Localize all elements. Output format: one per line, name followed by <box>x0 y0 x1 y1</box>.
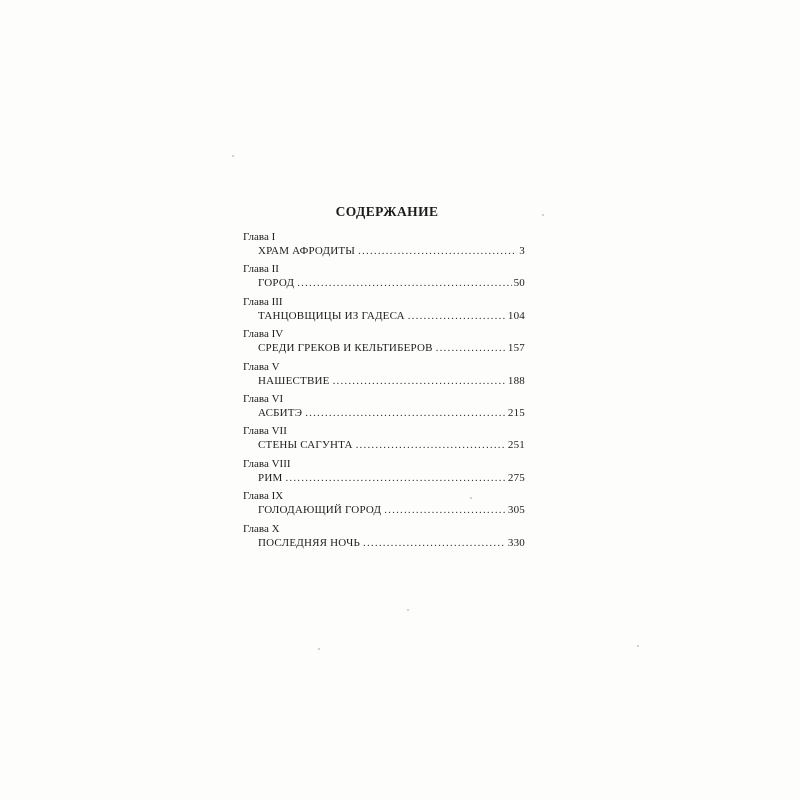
chapter-title: СРЕДИ ГРЕКОВ И КЕЛЬТИБЕРОВ <box>258 342 433 355</box>
page-number: 251 <box>507 439 525 452</box>
chapter-line <box>243 471 525 486</box>
chapter-title: ТАНЦОВЩИЦЫ ИЗ ГАДЕСА <box>258 309 405 322</box>
chapter-line <box>243 244 525 259</box>
chapter-label: Глава IV <box>243 328 284 341</box>
toc-entry <box>243 328 525 360</box>
toc-entry <box>243 296 525 328</box>
toc-entry <box>243 490 525 522</box>
chapter-line <box>243 503 525 518</box>
chapter-title: ПОСЛЕДНЯЯ НОЧЬ <box>258 536 361 549</box>
toc-entry <box>243 263 525 295</box>
page-number: 50 <box>513 277 525 290</box>
page-number: 3 <box>519 245 525 257</box>
chapter-line <box>243 374 525 389</box>
toc-entry <box>243 393 525 425</box>
page-number: 188 <box>507 374 525 387</box>
page-number: 215 <box>507 406 525 419</box>
chapter-title: ГОРОД <box>258 277 295 290</box>
page-number: 305 <box>507 504 525 517</box>
page-number: 157 <box>507 342 525 355</box>
dot-leader <box>384 503 506 518</box>
chapter-label: Глава VI <box>243 392 284 405</box>
chapter-title: СТЕНЫ САГУНТА <box>258 439 353 452</box>
chapter-line <box>243 438 525 453</box>
dot-leader <box>436 341 506 356</box>
scan-speck <box>232 155 234 157</box>
dot-leader <box>305 406 506 421</box>
chapter-label: Глава VII <box>243 425 287 438</box>
dot-leader <box>408 309 506 324</box>
scan-speck <box>407 609 409 611</box>
chapter-line <box>243 276 525 291</box>
dot-leader <box>356 438 506 453</box>
page-number: 104 <box>507 309 525 322</box>
toc-entry <box>243 361 525 393</box>
chapter-label: Глава X <box>243 522 280 535</box>
chapter-title: АСБИТЭ <box>258 406 303 419</box>
chapter-line <box>243 341 525 356</box>
scan-speck <box>318 648 320 650</box>
toc-entry <box>243 425 525 457</box>
chapter-label: Глава II <box>243 263 279 276</box>
dot-leader <box>358 244 517 259</box>
chapter-title: РИМ <box>258 471 283 484</box>
dot-leader <box>363 536 506 551</box>
chapter-label: Глава III <box>243 295 283 308</box>
dot-leader <box>297 276 511 291</box>
scan-speck <box>637 645 639 647</box>
chapter-label: Глава IX <box>243 490 284 503</box>
chapter-title: НАШЕСТВИЕ <box>258 374 330 387</box>
table-of-contents <box>243 201 525 555</box>
chapter-label: Глава V <box>243 360 280 373</box>
chapter-line <box>243 406 525 421</box>
chapter-title: ГОЛОДАЮЩИЙ ГОРОД <box>258 504 382 517</box>
dot-leader <box>333 374 506 389</box>
chapter-title: ХРАМ АФРОДИТЫ <box>258 245 356 257</box>
toc-entry <box>243 231 525 263</box>
toc-entry <box>243 523 525 555</box>
chapter-label: Глава I <box>243 231 276 243</box>
dot-leader <box>285 471 505 486</box>
toc-entry-list <box>243 231 525 555</box>
page-number: 275 <box>507 471 525 484</box>
scan-speck <box>542 214 544 216</box>
chapter-line <box>243 536 525 551</box>
chapter-line <box>243 309 525 324</box>
toc-entry <box>243 458 525 490</box>
toc-heading: СОДЕРЖАНИЕ <box>335 204 439 219</box>
page-number: 330 <box>507 536 525 549</box>
chapter-label: Глава VIII <box>243 457 291 470</box>
